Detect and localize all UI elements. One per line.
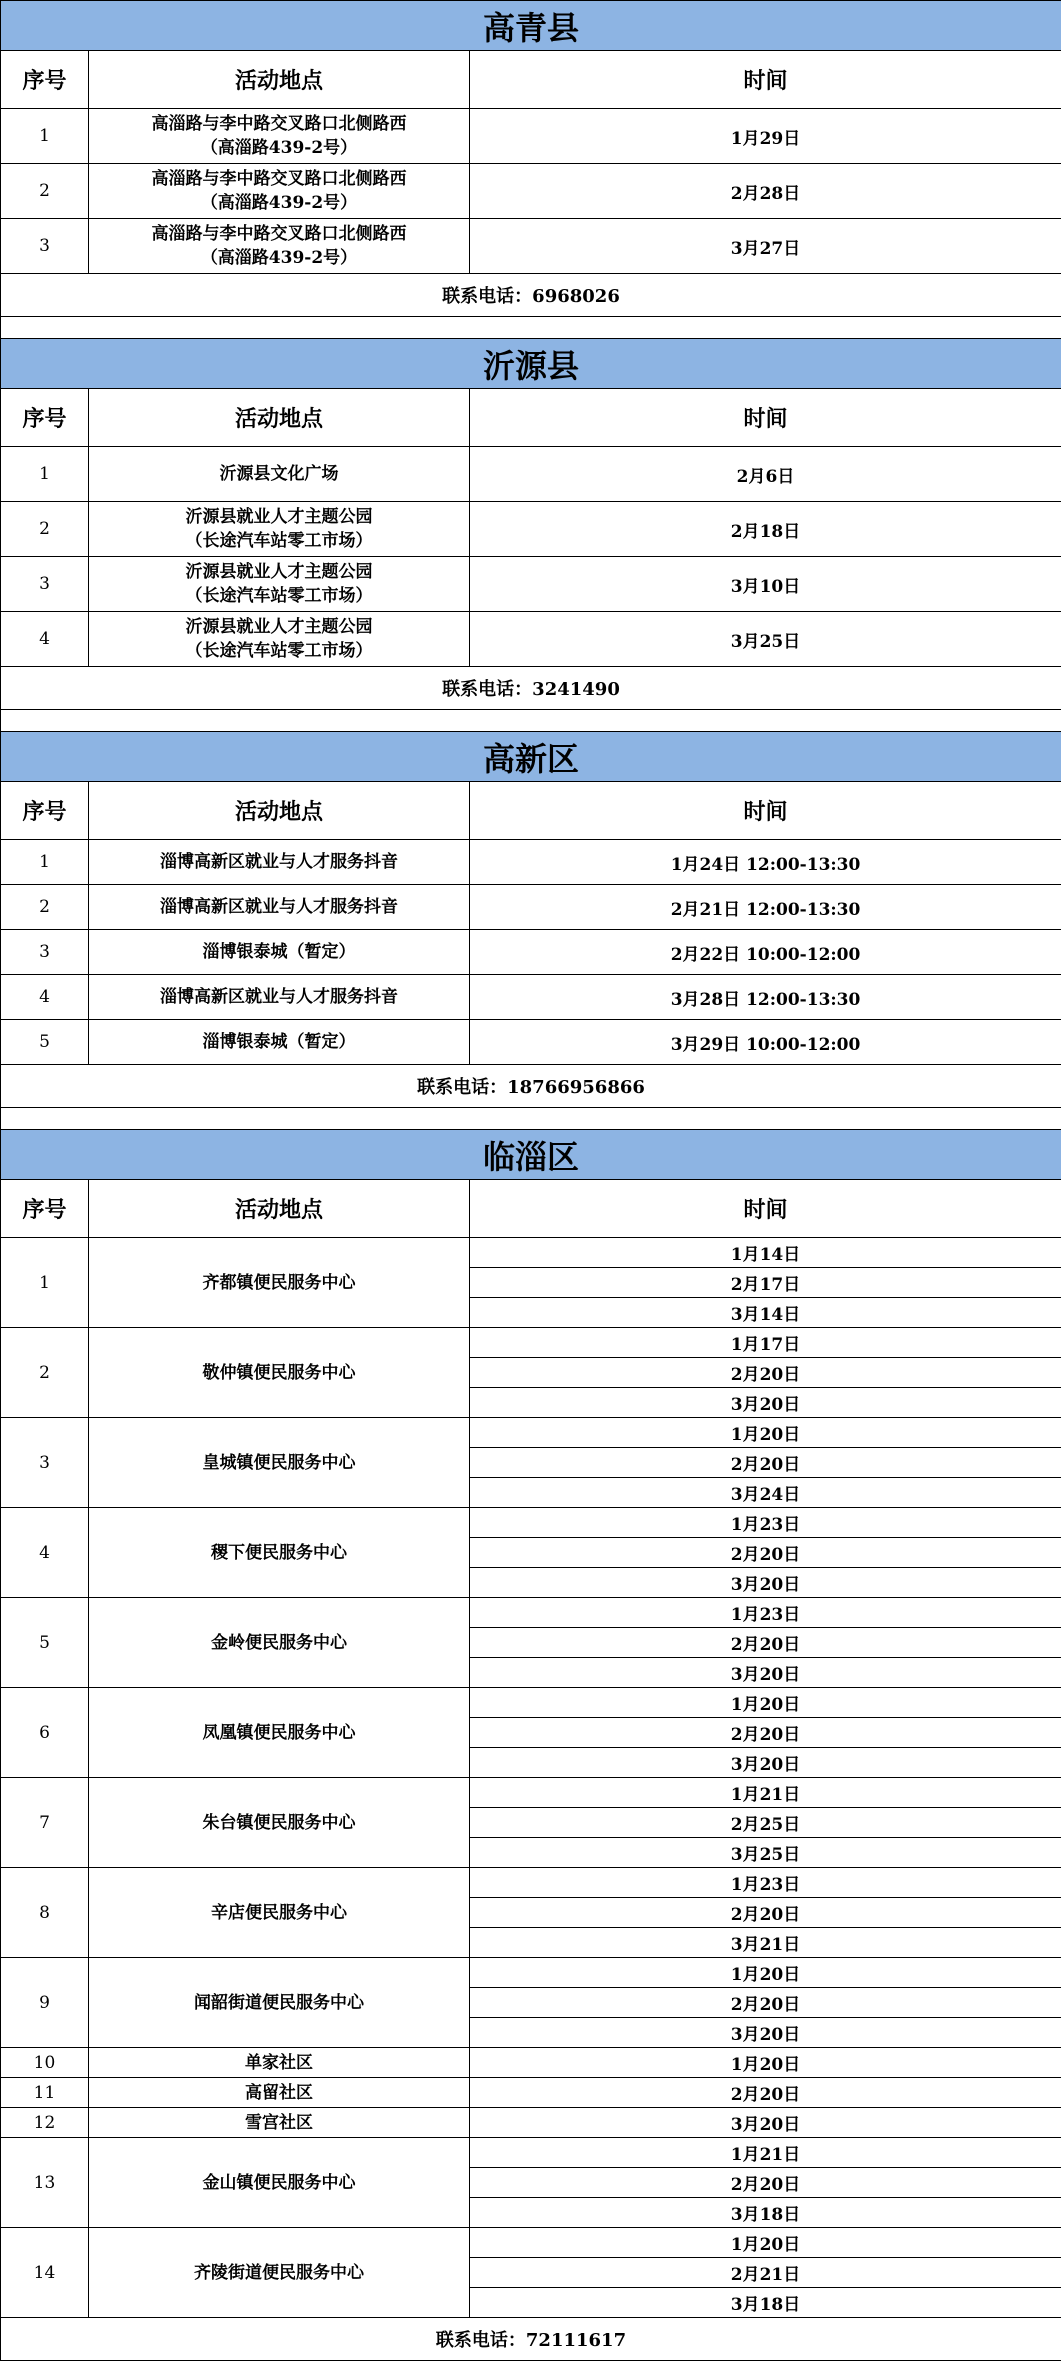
- row-location: [89, 1688, 470, 1778]
- row-time: 2月20日: [470, 1898, 1061, 1928]
- location-line: （高淄路439-2号）: [200, 138, 358, 158]
- row-time: 2月6日: [470, 447, 1061, 502]
- location-line: 皇城镇便民服务中心: [202, 1452, 356, 1473]
- row-number: 1: [1, 840, 89, 885]
- row-time: 1月24日 12:00-13:30: [470, 840, 1061, 885]
- column-header-row: [1, 51, 1061, 109]
- location-line: 高留社区: [245, 2082, 313, 2103]
- row-time: 2月20日: [470, 2168, 1061, 2198]
- row-time: 3月25日: [470, 1838, 1061, 1868]
- row-number: 8: [1, 1868, 89, 1958]
- header-seq: 序号: [1, 51, 89, 109]
- contact-phone: 联系电话：18766956866: [1, 1065, 1061, 1108]
- location-line: 淄博高新区就业与人才服务抖音: [160, 897, 398, 917]
- section-title-row: [1, 1130, 1061, 1180]
- location-line: （长途汽车站零工市场）: [185, 641, 373, 661]
- table-row: [1, 164, 1061, 219]
- location-line: 辛店便民服务中心: [211, 1902, 347, 1923]
- row-time: 1月23日: [470, 1868, 1061, 1898]
- row-location: [89, 447, 470, 502]
- table-row: [1, 1020, 1061, 1065]
- header-time: 时间: [470, 1180, 1061, 1238]
- row-location: [89, 1508, 470, 1598]
- header-seq: 序号: [1, 389, 89, 447]
- location-line: 凤凰镇便民服务中心: [202, 1722, 356, 1743]
- row-time: 1月20日: [470, 2048, 1061, 2078]
- contact-row: [1, 274, 1061, 317]
- table-row: [1, 612, 1061, 667]
- section-gap: [1, 1108, 1061, 1130]
- row-time: 1月14日: [470, 1238, 1061, 1268]
- table-row: [1, 2138, 1061, 2168]
- row-time: 3月20日: [470, 1748, 1061, 1778]
- row-location: [89, 2138, 470, 2228]
- table-row: [1, 1508, 1061, 1538]
- row-time: 3月25日: [470, 612, 1061, 667]
- location-line: 敬仲镇便民服务中心: [202, 1362, 356, 1383]
- row-time: 1月17日: [470, 1328, 1061, 1358]
- row-time: 1月23日: [470, 1598, 1061, 1628]
- row-location: [89, 1020, 470, 1065]
- row-number: 12: [1, 2108, 89, 2138]
- table-row: [1, 557, 1061, 612]
- row-time: 1月23日: [470, 1508, 1061, 1538]
- row-number: 4: [1, 612, 89, 667]
- row-number: 14: [1, 2228, 89, 2318]
- gap-cell: [1, 1108, 1061, 1130]
- row-number: 1: [1, 109, 89, 164]
- row-location: [89, 975, 470, 1020]
- row-location: [89, 109, 470, 164]
- location-line: 淄博高新区就业与人才服务抖音: [160, 987, 398, 1007]
- row-number: 7: [1, 1778, 89, 1868]
- row-number: 5: [1, 1598, 89, 1688]
- location-line: 齐都镇便民服务中心: [202, 1272, 356, 1293]
- table-row: [1, 2108, 1061, 2138]
- row-number: 4: [1, 975, 89, 1020]
- table-row: [1, 2048, 1061, 2078]
- table-row: [1, 1598, 1061, 1628]
- row-time: 3月21日: [470, 1928, 1061, 1958]
- table-row: [1, 219, 1061, 274]
- location-line: （长途汽车站零工市场）: [185, 531, 373, 551]
- row-time: 2月21日: [470, 2258, 1061, 2288]
- row-time: 2月20日: [470, 1358, 1061, 1388]
- table-row: [1, 885, 1061, 930]
- header-location: 活动地点: [89, 51, 470, 109]
- location-line: 雪宫社区: [245, 2112, 313, 2133]
- row-time: 3月14日: [470, 1298, 1061, 1328]
- row-time: 2月28日: [470, 164, 1061, 219]
- column-header-row: [1, 389, 1061, 447]
- contact-row: [1, 2318, 1061, 2361]
- row-number: 13: [1, 2138, 89, 2228]
- row-time: 2月20日: [470, 1538, 1061, 1568]
- location-line: 沂源县就业人才主题公园: [185, 562, 373, 582]
- row-time: 1月20日: [470, 2228, 1061, 2258]
- contact-phone: 联系电话：6968026: [1, 274, 1061, 317]
- row-location: [89, 502, 470, 557]
- table-row: [1, 1868, 1061, 1898]
- location-line: 沂源县就业人才主题公园: [185, 617, 373, 637]
- row-location: [89, 1598, 470, 1688]
- location-line: （长途汽车站零工市场）: [185, 586, 373, 606]
- row-number: 6: [1, 1688, 89, 1778]
- row-location: [89, 885, 470, 930]
- row-time: 2月20日: [470, 1988, 1061, 2018]
- row-time: 2月22日 10:00-12:00: [470, 930, 1061, 975]
- row-time: 2月17日: [470, 1268, 1061, 1298]
- row-location: [89, 2228, 470, 2318]
- row-time: 2月20日: [470, 2078, 1061, 2108]
- section-title-row: [1, 1, 1061, 51]
- table-row: [1, 840, 1061, 885]
- section-title-row: [1, 732, 1061, 782]
- contact-row: [1, 667, 1061, 710]
- row-time: 3月20日: [470, 2018, 1061, 2048]
- section-title: 高新区: [1, 732, 1061, 782]
- row-location: [89, 1328, 470, 1418]
- row-time: 3月18日: [470, 2288, 1061, 2318]
- row-number: 2: [1, 164, 89, 219]
- row-time: 3月18日: [470, 2198, 1061, 2228]
- row-time: 3月27日: [470, 219, 1061, 274]
- contact-phone: 联系电话：3241490: [1, 667, 1061, 710]
- row-time: 1月20日: [470, 1418, 1061, 1448]
- row-time: 3月20日: [470, 1388, 1061, 1418]
- row-location: [89, 1868, 470, 1958]
- row-time: 2月18日: [470, 502, 1061, 557]
- location-line: 高淄路与李中路交叉路口北侧路西: [151, 114, 407, 134]
- location-line: 金山镇便民服务中心: [202, 2172, 356, 2193]
- table-row: [1, 109, 1061, 164]
- row-location: [89, 2048, 470, 2078]
- table-row: [1, 1958, 1061, 1988]
- location-line: （高淄路439-2号）: [200, 248, 358, 268]
- row-time: 2月21日 12:00-13:30: [470, 885, 1061, 930]
- row-location: [89, 1418, 470, 1508]
- row-number: 3: [1, 557, 89, 612]
- row-location: [89, 557, 470, 612]
- gap-cell: [1, 317, 1061, 339]
- header-seq: 序号: [1, 782, 89, 840]
- table-row: [1, 2228, 1061, 2258]
- row-time: 3月24日: [470, 1478, 1061, 1508]
- row-location: [89, 612, 470, 667]
- row-number: 5: [1, 1020, 89, 1065]
- row-time: 2月20日: [470, 1628, 1061, 1658]
- table-row: [1, 1688, 1061, 1718]
- location-line: 沂源县就业人才主题公园: [185, 507, 373, 527]
- row-number: 11: [1, 2078, 89, 2108]
- location-line: 淄博银泰城（暂定）: [202, 942, 356, 962]
- table-row: [1, 1418, 1061, 1448]
- row-time: 3月28日 12:00-13:30: [470, 975, 1061, 1020]
- row-number: 10: [1, 2048, 89, 2078]
- row-location: [89, 219, 470, 274]
- contact-row: [1, 1065, 1061, 1108]
- table-row: [1, 1328, 1061, 1358]
- header-time: 时间: [470, 51, 1061, 109]
- row-time: 3月20日: [470, 2108, 1061, 2138]
- row-time: 2月20日: [470, 1718, 1061, 1748]
- row-number: 9: [1, 1958, 89, 2048]
- header-location: 活动地点: [89, 1180, 470, 1238]
- location-line: 高淄路与李中路交叉路口北侧路西: [151, 224, 407, 244]
- row-time: 3月20日: [470, 1568, 1061, 1598]
- table-row: [1, 930, 1061, 975]
- row-location: [89, 930, 470, 975]
- row-location: [89, 2108, 470, 2138]
- header-location: 活动地点: [89, 782, 470, 840]
- row-number: 2: [1, 885, 89, 930]
- column-header-row: [1, 1180, 1061, 1238]
- row-location: [89, 1238, 470, 1328]
- row-location: [89, 840, 470, 885]
- location-line: 稷下便民服务中心: [211, 1542, 347, 1563]
- header-location: 活动地点: [89, 389, 470, 447]
- table-row: [1, 2078, 1061, 2108]
- row-number: 3: [1, 219, 89, 274]
- row-time: 1月29日: [470, 109, 1061, 164]
- section-title-row: [1, 339, 1061, 389]
- location-line: 朱台镇便民服务中心: [202, 1812, 356, 1833]
- row-number: 3: [1, 1418, 89, 1508]
- row-time: 3月29日 10:00-12:00: [470, 1020, 1061, 1065]
- row-time: 3月10日: [470, 557, 1061, 612]
- table-row: [1, 1778, 1061, 1808]
- header-time: 时间: [470, 389, 1061, 447]
- row-time: 1月21日: [470, 1778, 1061, 1808]
- location-line: 沂源县文化广场: [219, 464, 339, 484]
- row-time: 2月25日: [470, 1808, 1061, 1838]
- row-time: 3月20日: [470, 1658, 1061, 1688]
- table-row: [1, 447, 1061, 502]
- column-header-row: [1, 782, 1061, 840]
- table-row: [1, 1238, 1061, 1268]
- row-time: 1月21日: [470, 2138, 1061, 2168]
- row-number: 4: [1, 1508, 89, 1598]
- row-number: 2: [1, 1328, 89, 1418]
- location-line: 齐陵街道便民服务中心: [194, 2262, 364, 2283]
- contact-phone: 联系电话：72111617: [1, 2318, 1061, 2361]
- section-title: 临淄区: [1, 1130, 1061, 1180]
- row-location: [89, 2078, 470, 2108]
- row-location: [89, 1778, 470, 1868]
- table-row: [1, 502, 1061, 557]
- section-title: 高青县: [1, 1, 1061, 51]
- location-line: 闻韶街道便民服务中心: [194, 1992, 364, 2013]
- row-time: 1月20日: [470, 1688, 1061, 1718]
- row-number: 1: [1, 447, 89, 502]
- location-line: 淄博高新区就业与人才服务抖音: [160, 852, 398, 872]
- header-time: 时间: [470, 782, 1061, 840]
- row-location: [89, 164, 470, 219]
- row-number: 2: [1, 502, 89, 557]
- location-line: 单家社区: [245, 2052, 313, 2073]
- row-location: [89, 1958, 470, 2048]
- section-gap: [1, 317, 1061, 339]
- section-title: 沂源县: [1, 339, 1061, 389]
- table-row: [1, 975, 1061, 1020]
- location-line: 淄博银泰城（暂定）: [202, 1032, 356, 1052]
- header-seq: 序号: [1, 1180, 89, 1238]
- row-number: 1: [1, 1238, 89, 1328]
- row-number: 3: [1, 930, 89, 975]
- section-gap: [1, 710, 1061, 732]
- row-time: 1月20日: [470, 1958, 1061, 1988]
- gap-cell: [1, 710, 1061, 732]
- row-time: 2月20日: [470, 1448, 1061, 1478]
- location-line: （高淄路439-2号）: [200, 193, 358, 213]
- location-line: 金岭便民服务中心: [211, 1632, 347, 1653]
- location-line: 高淄路与李中路交叉路口北侧路西: [151, 169, 407, 189]
